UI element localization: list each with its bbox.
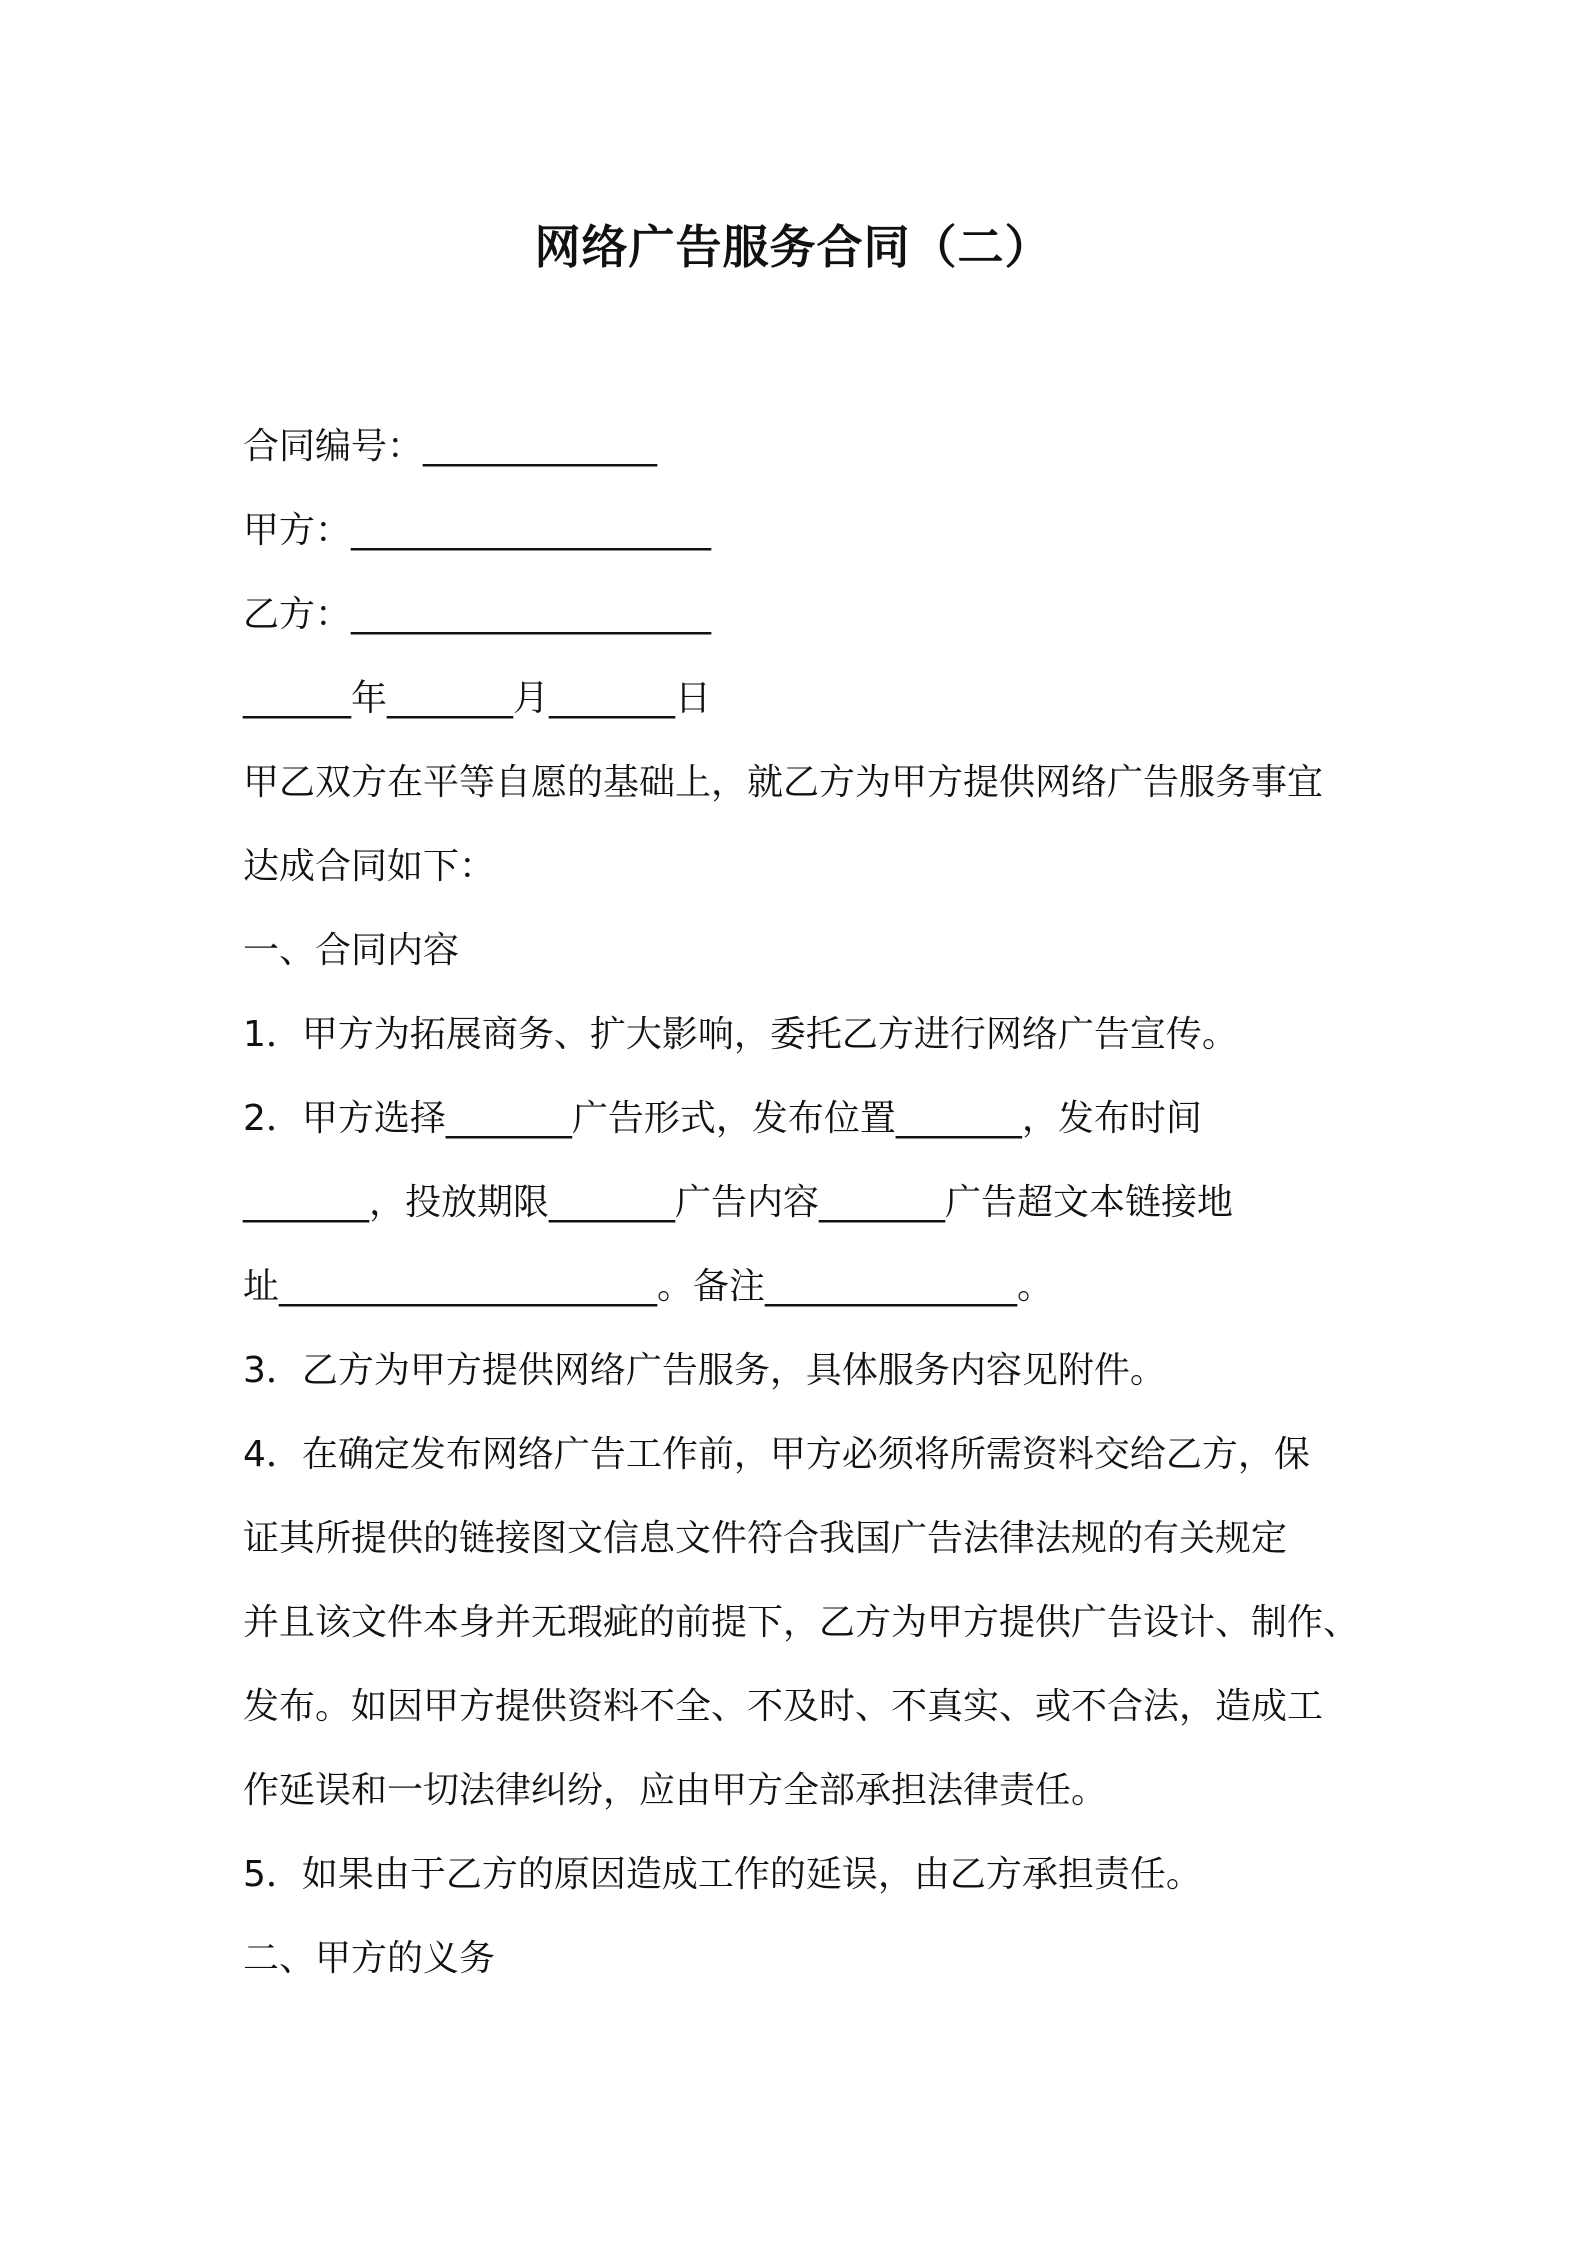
clause-line: 4．在确定发布网络广告工作前，甲方必须将所需资料交给乙方，保: [243, 1434, 1310, 1475]
section-heading: 二、甲方的义务: [243, 1938, 496, 1979]
clause-line: 3．乙方为甲方提供网络广告服务，具体服务内容见附件。: [243, 1350, 1166, 1391]
contract-number-line: 合同编号：_____________: [243, 426, 658, 467]
preamble-line: 达成合同如下：: [243, 846, 496, 887]
preamble-line: 甲乙双方在平等自愿的基础上，就乙方为甲方提供网络广告服务事宜: [243, 762, 1324, 803]
section-heading: 一、合同内容: [243, 930, 460, 971]
clause-line: 并且该文件本身并无瑕疵的前提下，乙方为甲方提供广告设计、制作、: [243, 1602, 1360, 1643]
clause-line: _______，投放期限_______广告内容_______广告超文本链接地: [243, 1182, 1234, 1223]
party-a-line: 甲方：____________________: [243, 510, 712, 551]
document-title: 网络广告服务合同（二）: [534, 220, 1052, 274]
clause-line: 发布。如因甲方提供资料不全、不及时、不真实、或不合法，造成工: [243, 1686, 1324, 1727]
clause-line: 址_____________________。备注______________。: [243, 1266, 1054, 1307]
date-line: ______年_______月_______日: [243, 678, 711, 719]
party-b-line: 乙方：____________________: [243, 594, 712, 635]
clause-line: 2．甲方选择_______广告形式，发布位置_______，发布时间: [243, 1098, 1202, 1139]
clause-line: 作延误和一切法律纠纷，应由甲方全部承担法律责任。: [243, 1770, 1108, 1811]
clause-line: 5．如果由于乙方的原因造成工作的延误，由乙方承担责任。: [243, 1854, 1202, 1895]
document-body: [243, 405, 1363, 2001]
clause-line: 1．甲方为拓展商务、扩大影响，委托乙方进行网络广告宣传。: [243, 1014, 1238, 1055]
clause-line: 证其所提供的链接图文信息文件符合我国广告法律法规的有关规定: [243, 1518, 1288, 1559]
